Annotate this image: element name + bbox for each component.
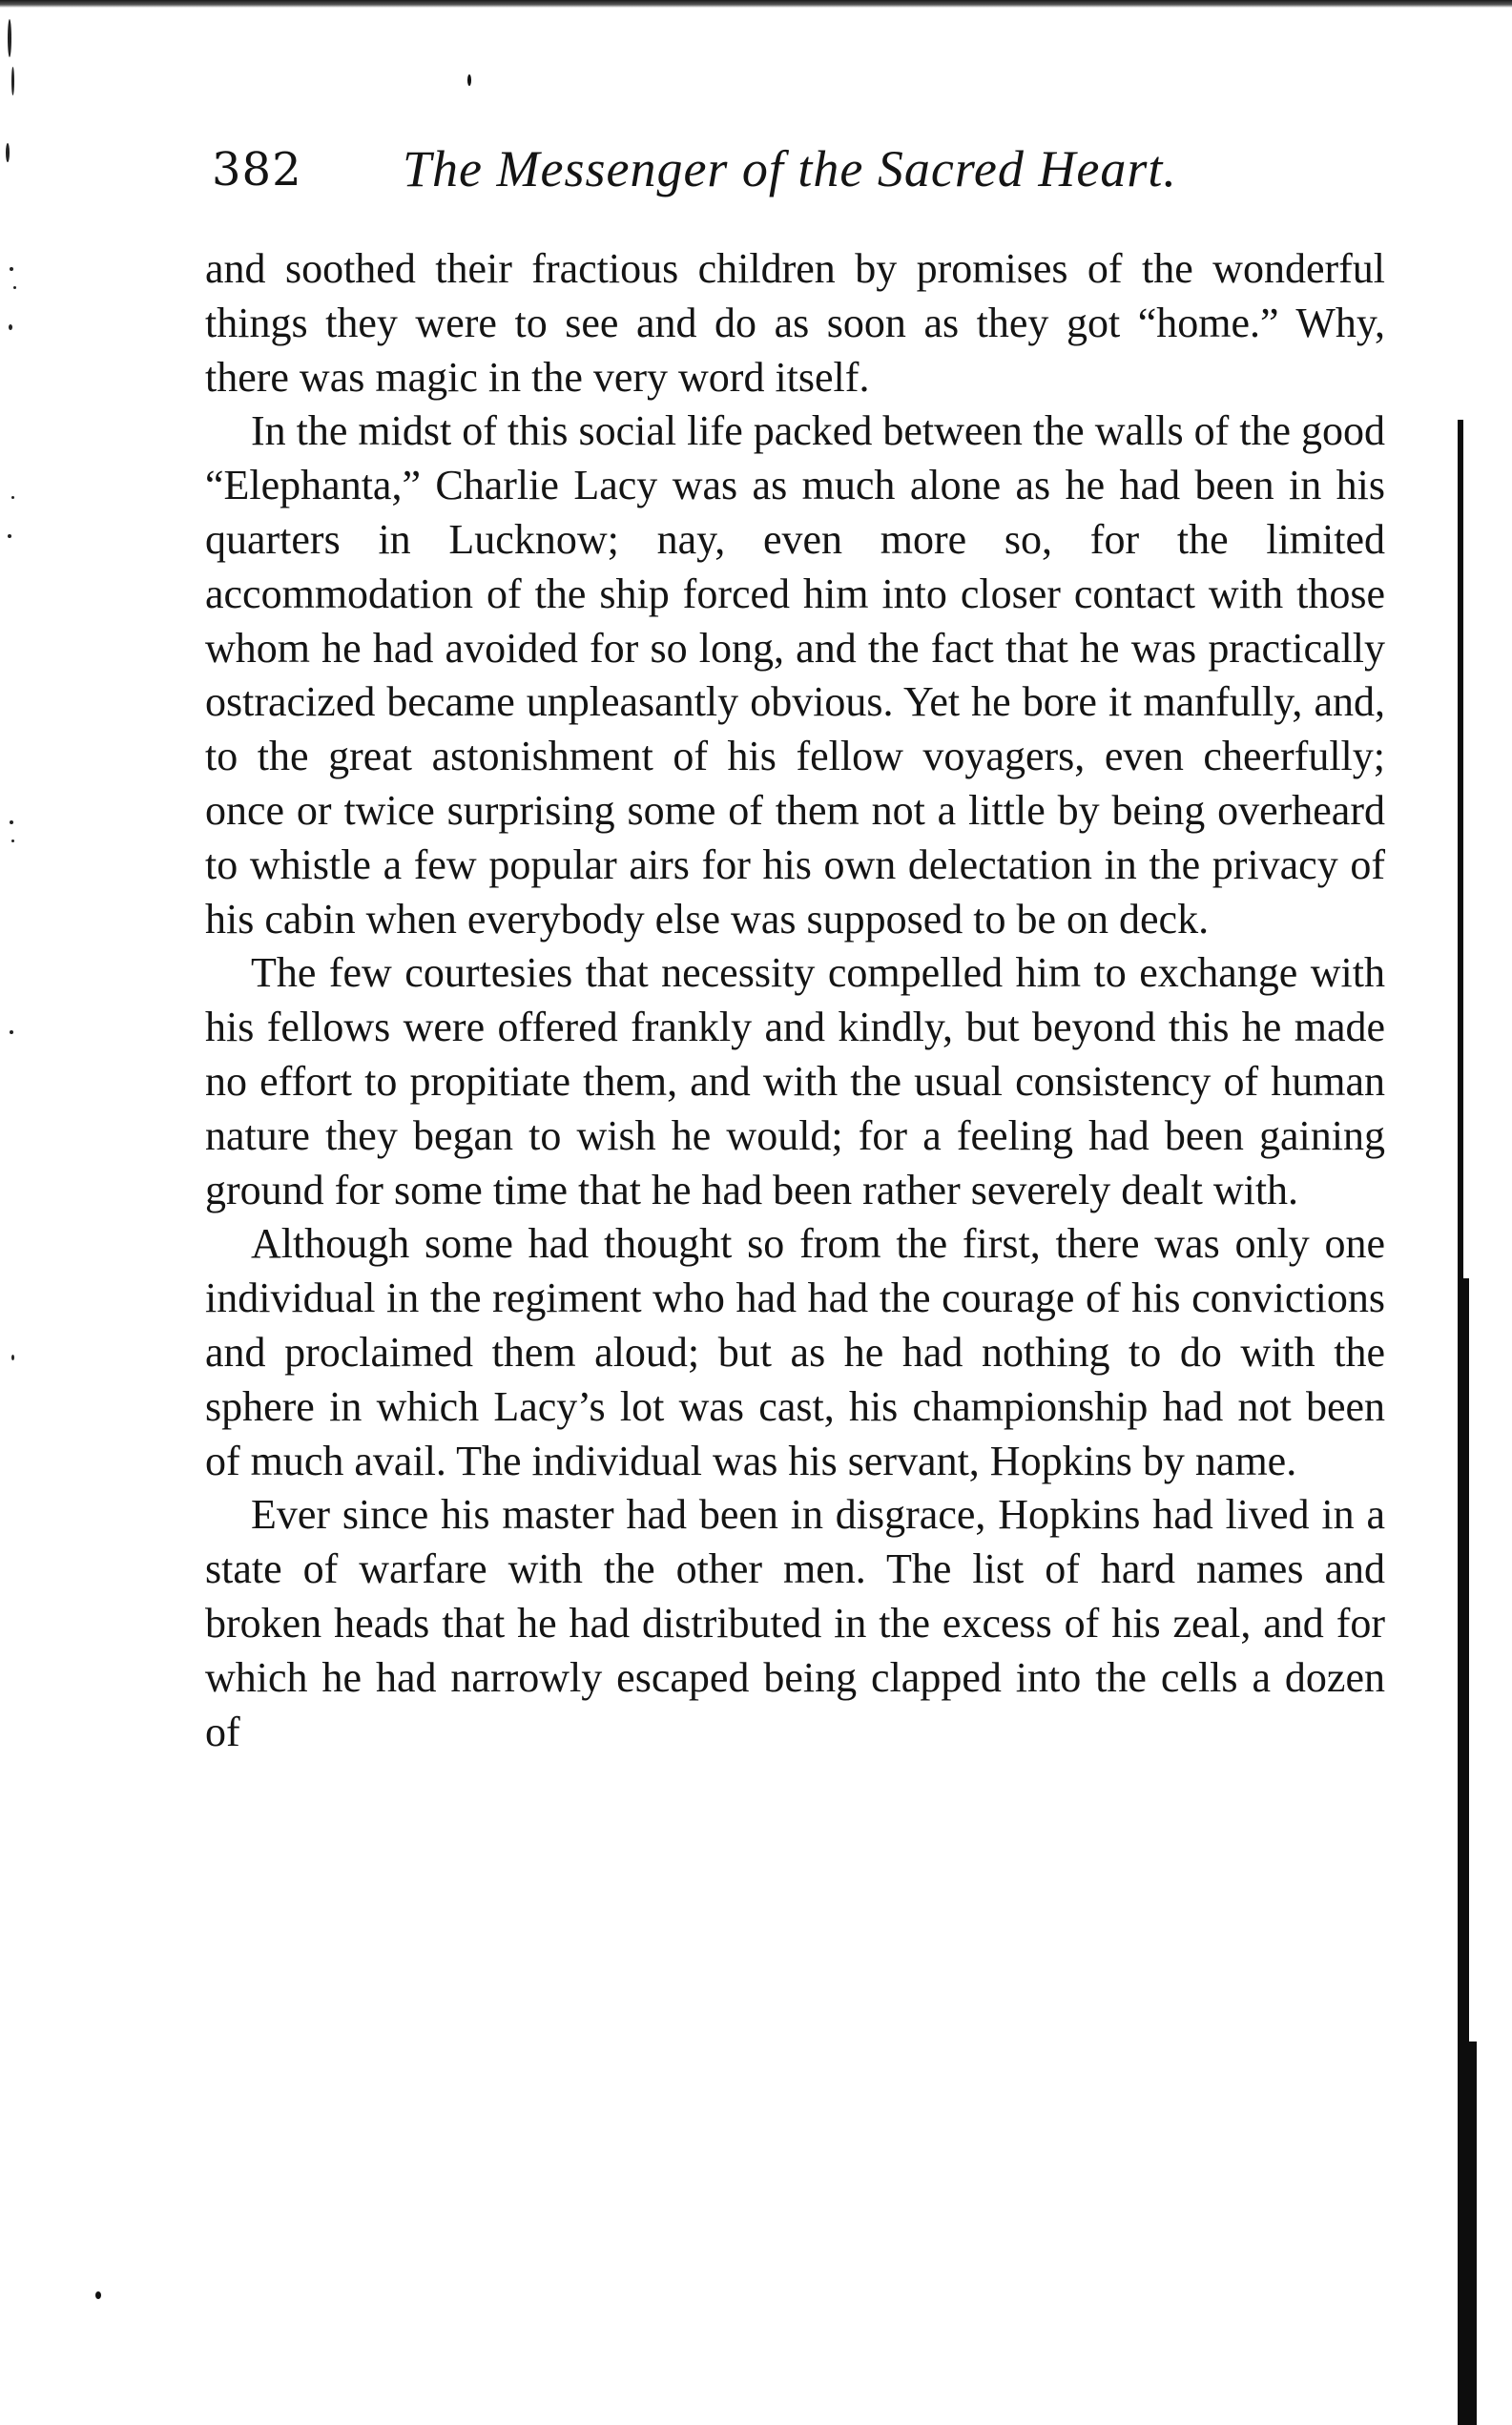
paragraph: Ever since his master had been in disgrace, Hopkins had lived in a state of warfare with the other men. The list of hard names and broken heads that he had distributed in the excess of his zeal, and for which he had narrowly escaped being clapped into the cells a dozen of [205, 1491, 1385, 1755]
paragraph: Although some had thought so from the first, there was only one individual in the regiment who had had the courage of his convictions and proclaimed them aloud; but as he had nothing to do with the sphere in which Lacy’s lot was cast, his championship had not been of much avail. The individual was his servant, Hopkins by name. [205, 1220, 1385, 1484]
paragraph: and soothed their fractious children by promises of the wonderful things they were to see and do as soon as they got “home.” Why, there was magic in the very word itself. [205, 245, 1385, 401]
page-header [212, 140, 1414, 219]
body-text [205, 242, 1385, 1759]
scan-speck [467, 74, 471, 86]
scan-left-margin-specks [0, 0, 29, 2425]
scan-top-edge [0, 0, 1512, 8]
paragraph: The few courtesies that necessity compelled him to exchange with his fellows were offered frankly and kindly, but beyond this he made no effort to propitiate them, and with the usual consistency of human nature they began to wish he would; for a feeling had been gaining ground for some time that he had been rather severely dealt with. [205, 949, 1385, 1213]
scan-right-edge-shadow [1446, 420, 1512, 2425]
paragraph: In the midst of this social life packed between the walls of the good “Elephanta,” Charlie Lacy was as much alone as he had been in his quarters in Lucknow; nay, even more so, for the limited accommodation of the ship forced him into closer contact with those whom he had avoided for so long, and the fact that he was practically ostracized became unpleasantly obvious. Yet he bore it manfully, and, to the great astonishment of his fellow voyagers, even cheerfully; once or twice surprising some of them not a little by being overheard to whistle a few popular airs for his own delectation in the privacy of his cabin when everybody else was supposed to be on deck. [205, 407, 1385, 943]
scan-speck [95, 2291, 101, 2299]
running-title: The Messenger of the Sacred Heart. [403, 140, 1177, 197]
page-number: 382 [212, 143, 302, 197]
